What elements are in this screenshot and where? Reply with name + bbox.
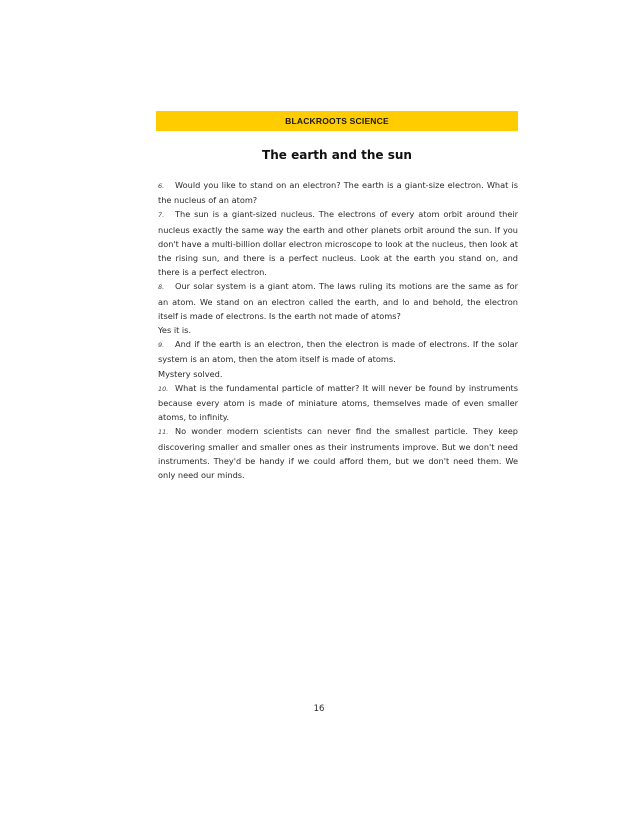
page-number: 16 xyxy=(313,704,325,714)
paragraph xyxy=(158,279,518,323)
article-title: The earth and the sun xyxy=(262,148,412,162)
header-bar xyxy=(156,111,518,131)
paragraph-text: Our solar system is a giant atom. The laws ruling its motions are the same as for an atom. We stand on an electron called the earth, and lo and behold, the electron itself is made of electrons. Is the earth not made of atoms? xyxy=(158,281,518,321)
paragraph xyxy=(158,207,518,279)
paragraph xyxy=(158,381,518,425)
paragraph-text: What is the fundamental particle of matter? It will never be found by instruments because every atom is made of miniature atoms, themselves made of even smaller atoms, to infinity. xyxy=(158,382,518,423)
paragraph-text: No wonder modern scientists can never find the smallest particle. They keep discovering smaller and smaller ones as their instruments improve. But we don't need instruments. They'd be handy if we could afford them, but we don't need them. We only need our minds. xyxy=(158,426,518,481)
paragraph xyxy=(158,424,518,482)
paragraph-text: And if the earth is an electron, then the electron is made of electrons. If the solar system is an atom, then the atom itself is made of atoms. xyxy=(158,339,518,365)
paragraph-text: Would you like to stand on an electron? The earth is a giant-size electron. What is the nucleus of an atom? xyxy=(158,180,518,206)
paragraph xyxy=(158,323,518,337)
paragraph-number: 10. xyxy=(158,384,169,393)
article-body xyxy=(158,178,518,482)
paragraph-text: Mystery solved. xyxy=(158,368,223,379)
paragraph xyxy=(158,178,518,207)
paragraph-number: 7. xyxy=(158,211,165,220)
paragraph-number: 9. xyxy=(158,341,165,350)
paragraph-text: The sun is a giant-sized nucleus. The electrons of every atom orbit around their nucleus exactly the same way the earth and other planets orbit around the sun. If you don't have a multi-billion dollar electron microscope to look at the nucleus, then look at the rising sun, and there is a perfect nucleus. Look at the earth you stand on, and there is a perfect electron. xyxy=(158,209,518,278)
paragraph xyxy=(158,367,518,381)
paragraph-number: 6. xyxy=(158,182,165,190)
paragraph-text: Yes it is. xyxy=(158,325,192,336)
header-title: BLACKROOTS SCIENCE xyxy=(285,116,389,126)
paragraph xyxy=(158,337,518,366)
paragraph-number: 11. xyxy=(158,428,169,437)
paragraph-number: 8. xyxy=(158,283,165,292)
